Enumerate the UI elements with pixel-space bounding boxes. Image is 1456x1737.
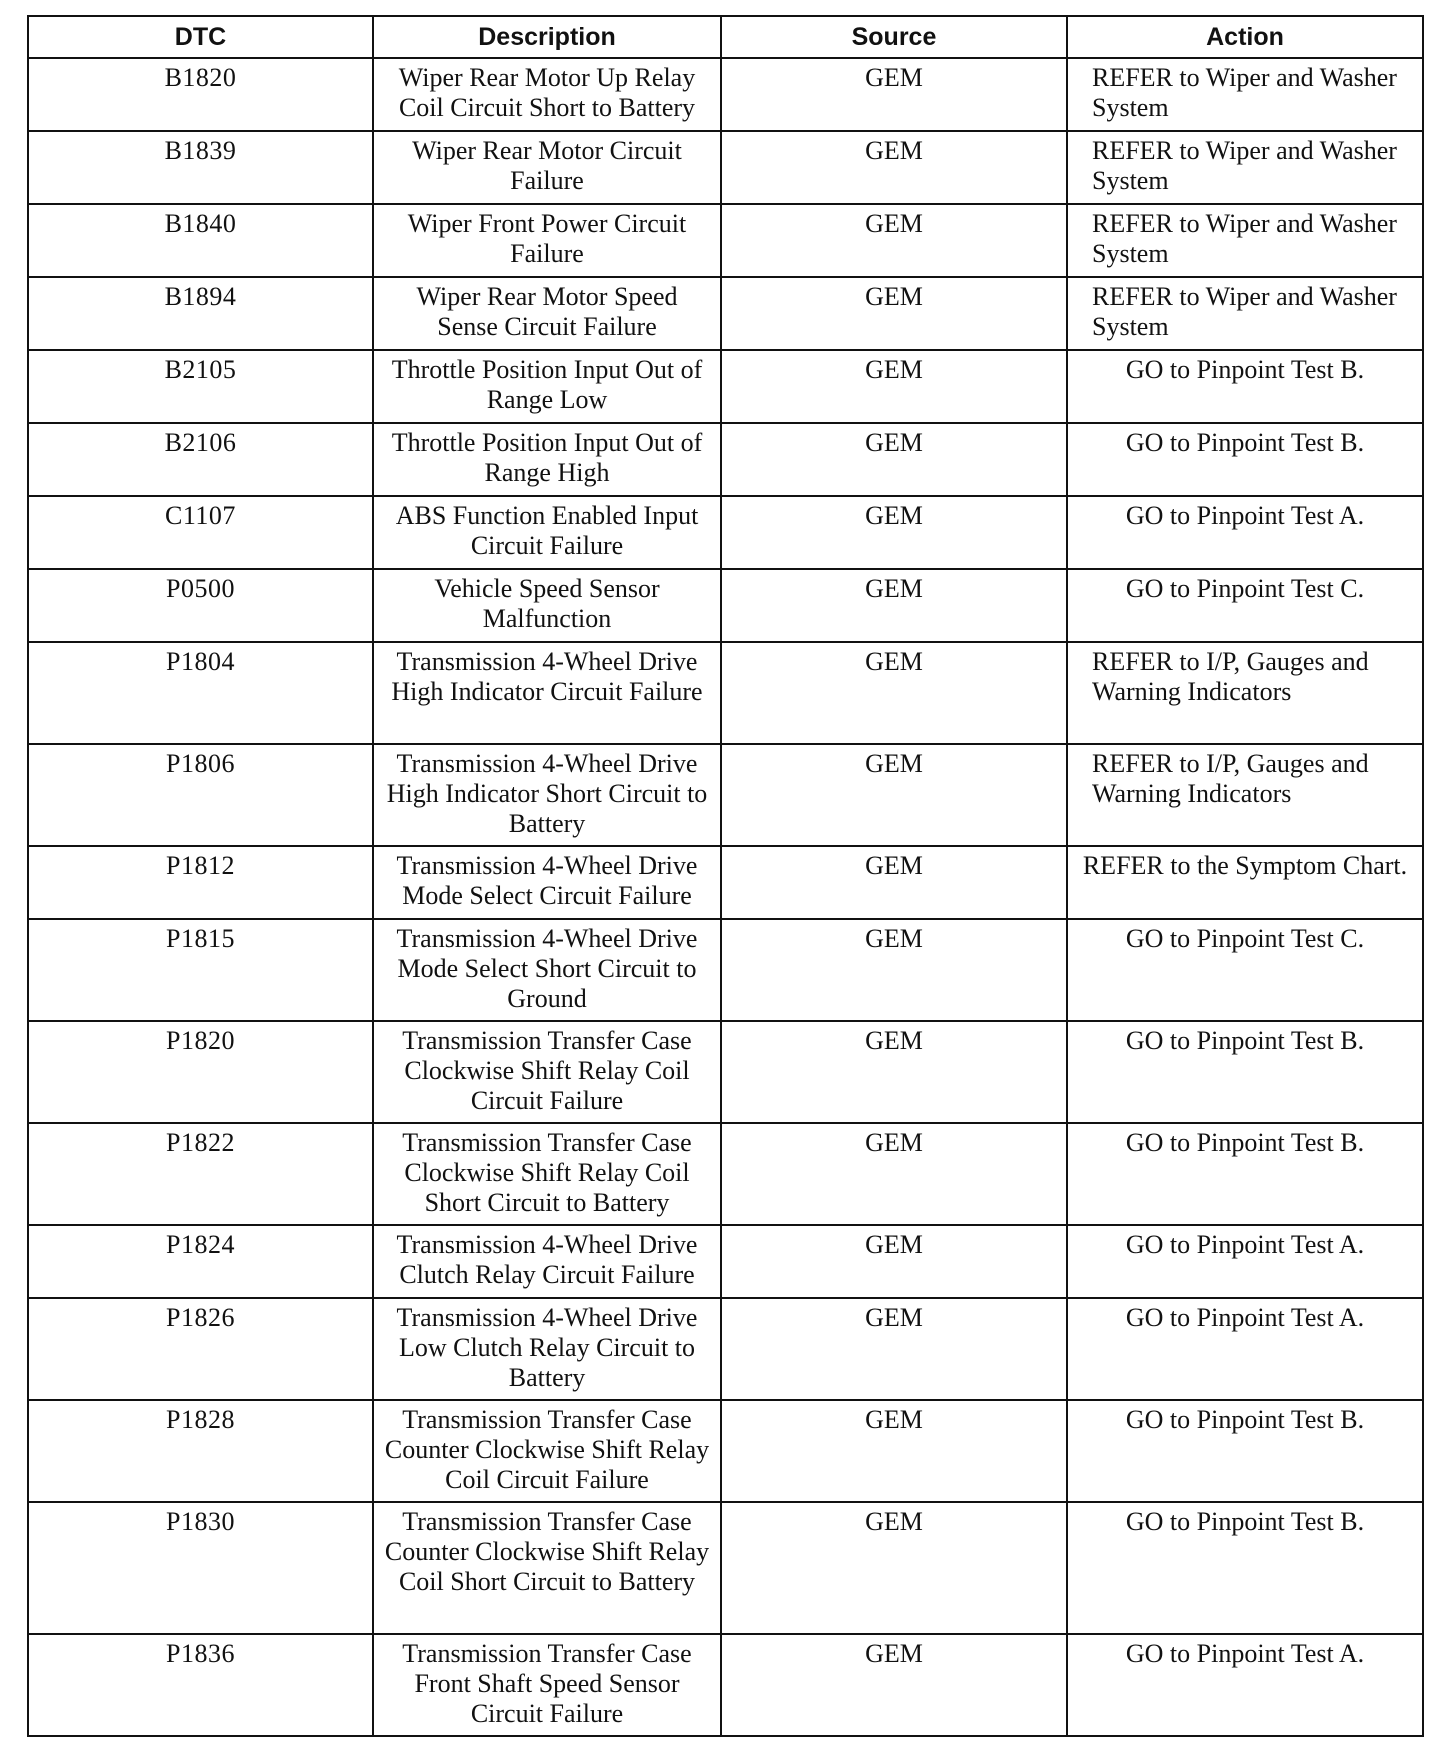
action-cell: GO to Pinpoint Test B. (1067, 423, 1423, 496)
dtc-cell: B1840 (28, 204, 373, 277)
action-cell: REFER to Wiper and Washer System (1067, 131, 1423, 204)
dtc-cell: P1830 (28, 1502, 373, 1634)
table-row (28, 642, 1423, 744)
source-cell: GEM (721, 423, 1067, 496)
action-cell: GO to Pinpoint Test A. (1067, 1634, 1423, 1736)
table-row (28, 350, 1423, 423)
action-cell: GO to Pinpoint Test B. (1067, 1400, 1423, 1502)
source-cell: GEM (721, 1021, 1067, 1123)
action-cell: GO to Pinpoint Test C. (1067, 919, 1423, 1021)
action-cell: GO to Pinpoint Test A. (1067, 1298, 1423, 1400)
description-cell: Transmission Transfer Case Clockwise Shift Relay Coil Short Circuit to Battery (373, 1123, 721, 1225)
dtc-cell: P1806 (28, 744, 373, 846)
source-cell: GEM (721, 1298, 1067, 1400)
dtc-cell: P1826 (28, 1298, 373, 1400)
description-cell: Transmission 4-Wheel Drive Low Clutch Relay Circuit to Battery (373, 1298, 721, 1400)
dtc-cell: P1804 (28, 642, 373, 744)
table-row (28, 846, 1423, 919)
table-row (28, 131, 1423, 204)
description-cell: Transmission Transfer Case Counter Clockwise Shift Relay Coil Short Circuit to Battery (373, 1502, 721, 1634)
source-cell: GEM (721, 919, 1067, 1021)
source-cell: GEM (721, 350, 1067, 423)
source-cell: GEM (721, 58, 1067, 131)
description-cell: Transmission Transfer Case Clockwise Shift Relay Coil Circuit Failure (373, 1021, 721, 1123)
header-dtc: DTC (28, 16, 373, 58)
header-row (28, 16, 1423, 58)
table-row (28, 1400, 1423, 1502)
dtc-cell: P1815 (28, 919, 373, 1021)
action-cell: REFER to Wiper and Washer System (1067, 204, 1423, 277)
action-cell: REFER to Wiper and Washer System (1067, 277, 1423, 350)
description-cell: Transmission 4-Wheel Drive Mode Select Circuit Failure (373, 846, 721, 919)
description-cell: Transmission Transfer Case Front Shaft Speed Sensor Circuit Failure (373, 1634, 721, 1736)
description-cell: Transmission 4-Wheel Drive High Indicator Short Circuit to Battery (373, 744, 721, 846)
table-row (28, 1634, 1423, 1736)
source-cell: GEM (721, 204, 1067, 277)
action-cell: REFER to I/P, Gauges and Warning Indicators (1067, 744, 1423, 846)
dtc-cell: P1828 (28, 1400, 373, 1502)
table-row (28, 1225, 1423, 1298)
action-cell: GO to Pinpoint Test B. (1067, 1021, 1423, 1123)
source-cell: GEM (721, 1123, 1067, 1225)
table-row (28, 204, 1423, 277)
source-cell: GEM (721, 1634, 1067, 1736)
description-cell: Throttle Position Input Out of Range High (373, 423, 721, 496)
header-description: Description (373, 16, 721, 58)
table-row (28, 496, 1423, 569)
table-row (28, 744, 1423, 846)
source-cell: GEM (721, 131, 1067, 204)
source-cell: GEM (721, 496, 1067, 569)
table-row (28, 569, 1423, 642)
dtc-cell: B1839 (28, 131, 373, 204)
source-cell: GEM (721, 744, 1067, 846)
description-cell: Wiper Rear Motor Circuit Failure (373, 131, 721, 204)
table-row (28, 1123, 1423, 1225)
description-cell: Wiper Rear Motor Up Relay Coil Circuit Short to Battery (373, 58, 721, 131)
source-cell: GEM (721, 277, 1067, 350)
header-action: Action (1067, 16, 1423, 58)
dtc-cell: P1812 (28, 846, 373, 919)
dtc-table (27, 15, 1424, 1737)
action-cell: REFER to the Symptom Chart. (1067, 846, 1423, 919)
table-row (28, 1298, 1423, 1400)
dtc-cell: C1107 (28, 496, 373, 569)
table-row (28, 1502, 1423, 1634)
source-cell: GEM (721, 846, 1067, 919)
dtc-cell: P1822 (28, 1123, 373, 1225)
description-cell: ABS Function Enabled Input Circuit Failure (373, 496, 721, 569)
dtc-cell: B2106 (28, 423, 373, 496)
table-row (28, 1021, 1423, 1123)
source-cell: GEM (721, 1225, 1067, 1298)
description-cell: Wiper Front Power Circuit Failure (373, 204, 721, 277)
action-cell: GO to Pinpoint Test C. (1067, 569, 1423, 642)
table-row (28, 58, 1423, 131)
action-cell: REFER to I/P, Gauges and Warning Indicators (1067, 642, 1423, 744)
description-cell: Transmission Transfer Case Counter Clockwise Shift Relay Coil Circuit Failure (373, 1400, 721, 1502)
description-cell: Transmission 4-Wheel Drive High Indicator Circuit Failure (373, 642, 721, 744)
dtc-cell: B2105 (28, 350, 373, 423)
dtc-cell: B1894 (28, 277, 373, 350)
description-cell: Throttle Position Input Out of Range Low (373, 350, 721, 423)
action-cell: GO to Pinpoint Test B. (1067, 1502, 1423, 1634)
description-cell: Transmission 4-Wheel Drive Clutch Relay Circuit Failure (373, 1225, 721, 1298)
dtc-cell: P1820 (28, 1021, 373, 1123)
source-cell: GEM (721, 1400, 1067, 1502)
dtc-cell: P1824 (28, 1225, 373, 1298)
dtc-cell: P1836 (28, 1634, 373, 1736)
table-row (28, 919, 1423, 1021)
table-row (28, 277, 1423, 350)
source-cell: GEM (721, 642, 1067, 744)
description-cell: Transmission 4-Wheel Drive Mode Select Short Circuit to Ground (373, 919, 721, 1021)
table-row (28, 423, 1423, 496)
action-cell: GO to Pinpoint Test A. (1067, 496, 1423, 569)
action-cell: GO to Pinpoint Test B. (1067, 1123, 1423, 1225)
description-cell: Wiper Rear Motor Speed Sense Circuit Failure (373, 277, 721, 350)
header-source: Source (721, 16, 1067, 58)
action-cell: GO to Pinpoint Test B. (1067, 350, 1423, 423)
source-cell: GEM (721, 569, 1067, 642)
source-cell: GEM (721, 1502, 1067, 1634)
dtc-cell: B1820 (28, 58, 373, 131)
dtc-cell: P0500 (28, 569, 373, 642)
action-cell: REFER to Wiper and Washer System (1067, 58, 1423, 131)
description-cell: Vehicle Speed Sensor Malfunction (373, 569, 721, 642)
action-cell: GO to Pinpoint Test A. (1067, 1225, 1423, 1298)
